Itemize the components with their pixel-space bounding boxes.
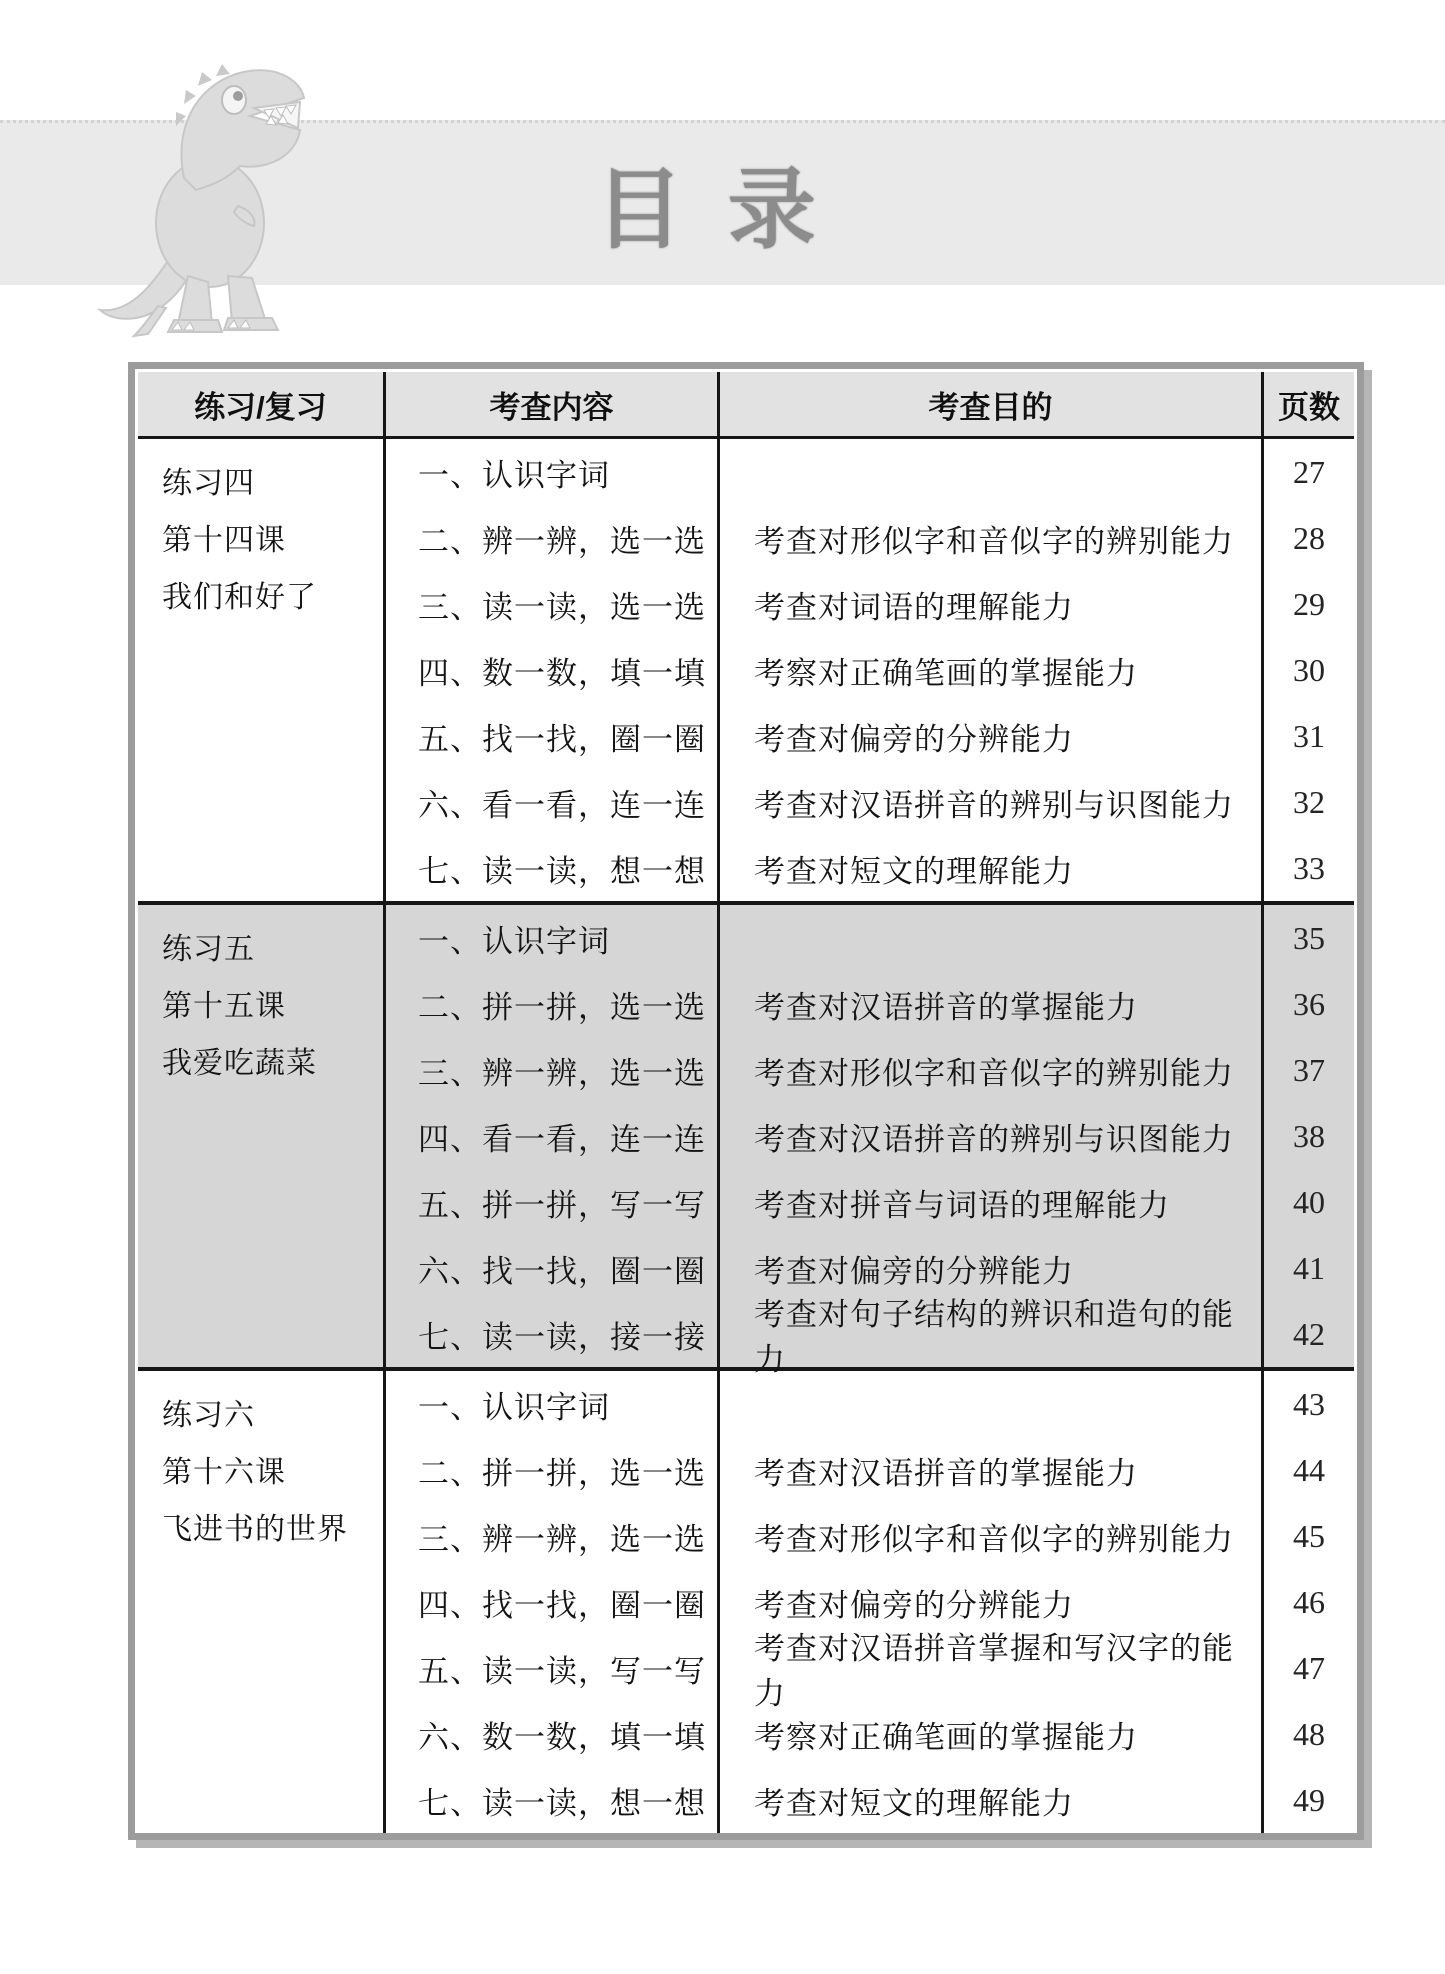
toc-item-purpose: 考查对汉语拼音的掌握能力 — [717, 971, 1261, 1037]
column-header-purpose: 考查目的 — [717, 372, 1261, 436]
toc-item-content: 四、看一看，连一连 — [383, 1103, 717, 1169]
toc-item-content: 四、数一数，填一填 — [383, 637, 717, 703]
toc-item-page: 32 — [1261, 769, 1354, 835]
toc-item-purpose: 考查对汉语拼音的辨别与识图能力 — [717, 769, 1261, 835]
toc-item-purpose: 考察对正确笔画的掌握能力 — [717, 1701, 1261, 1767]
toc-item-purpose: 考查对汉语拼音掌握和写汉字的能力 — [717, 1635, 1261, 1701]
toc-item-content: 六、数一数，填一填 — [383, 1701, 717, 1767]
toc-item-content: 三、读一读，选一选 — [383, 571, 717, 637]
toc-item-page: 42 — [1261, 1301, 1354, 1367]
toc-item-purpose: 考查对句子结构的辨识和造句的能力 — [717, 1301, 1261, 1367]
column-header-page: 页数 — [1261, 372, 1354, 436]
toc-item-page: 37 — [1261, 1037, 1354, 1103]
toc-item-purpose: 考查对形似字和音似字的辨别能力 — [717, 505, 1261, 571]
section-label-line: 我们和好了 — [162, 581, 317, 614]
toc-table-header-row — [138, 372, 1354, 439]
toc-item-page: 28 — [1261, 505, 1354, 571]
toc-item-purpose — [717, 439, 1261, 505]
toc-item-page: 47 — [1261, 1635, 1354, 1701]
toc-item-purpose — [717, 905, 1261, 971]
toc-item-content: 二、辨一辨，选一选 — [383, 505, 717, 571]
toc-item-page: 38 — [1261, 1103, 1354, 1169]
toc-item-content: 四、找一找，圈一圈 — [383, 1569, 717, 1635]
toc-item-purpose: 考查对汉语拼音的掌握能力 — [717, 1437, 1261, 1503]
toc-section-exercise-6 — [138, 1367, 1354, 1833]
toc-item-content: 五、拼一拼，写一写 — [383, 1169, 717, 1235]
toc-item-content: 七、读一读，想一想 — [383, 835, 717, 901]
toc-item-page: 49 — [1261, 1767, 1354, 1833]
section-label-line: 我爱吃蔬菜 — [162, 1047, 317, 1080]
toc-item-purpose: 考查对词语的理解能力 — [717, 571, 1261, 637]
toc-item-content: 六、看一看，连一连 — [383, 769, 717, 835]
toc-item-content: 七、读一读，想一想 — [383, 1767, 717, 1833]
toc-section-exercise-5 — [138, 901, 1354, 1377]
toc-item-content: 六、找一找，圈一圈 — [383, 1235, 717, 1301]
column-header-exercise: 练习/复习 — [194, 389, 327, 425]
toc-item-page: 30 — [1261, 637, 1354, 703]
toc-item-purpose: 考查对偏旁的分辨能力 — [717, 1235, 1261, 1301]
toc-item-page: 36 — [1261, 971, 1354, 1037]
toc-table — [128, 362, 1364, 1840]
section-label — [138, 439, 383, 901]
page-title: 目 录 — [595, 160, 826, 259]
toc-item-purpose: 考查对形似字和音似字的辨别能力 — [717, 1503, 1261, 1569]
toc-item-purpose: 考察对正确笔画的掌握能力 — [717, 637, 1261, 703]
toc-item-content: 三、辨一辨，选一选 — [383, 1037, 717, 1103]
toc-item-purpose: 考查对汉语拼音的辨别与识图能力 — [717, 1103, 1261, 1169]
toc-item-page: 43 — [1261, 1371, 1354, 1437]
toc-item-content: 一、认识字词 — [383, 439, 717, 505]
toc-item-content: 五、读一读，写一写 — [383, 1635, 717, 1701]
section-label-line: 练习五 — [162, 933, 255, 966]
toc-item-page: 31 — [1261, 703, 1354, 769]
toc-item-purpose: 考查对偏旁的分辨能力 — [717, 1569, 1261, 1635]
section-label-line: 练习六 — [162, 1399, 255, 1432]
toc-item-purpose: 考查对形似字和音似字的辨别能力 — [717, 1037, 1261, 1103]
section-label-line: 练习四 — [162, 467, 255, 500]
toc-item-purpose: 考查对短文的理解能力 — [717, 1767, 1261, 1833]
toc-item-page: 41 — [1261, 1235, 1354, 1301]
toc-item-page: 45 — [1261, 1503, 1354, 1569]
toc-item-page: 40 — [1261, 1169, 1354, 1235]
toc-section-exercise-4 — [138, 439, 1354, 901]
toc-item-content: 二、拼一拼，选一选 — [383, 971, 717, 1037]
toc-item-content: 二、拼一拼，选一选 — [383, 1437, 717, 1503]
toc-item-purpose: 考查对拼音与词语的理解能力 — [717, 1169, 1261, 1235]
section-label-line: 飞进书的世界 — [162, 1513, 348, 1546]
toc-item-purpose — [717, 1371, 1261, 1437]
toc-item-content: 一、认识字词 — [383, 905, 717, 971]
section-label-line: 第十四课 — [162, 524, 286, 557]
toc-item-content: 三、辨一辨，选一选 — [383, 1503, 717, 1569]
toc-item-page: 35 — [1261, 905, 1354, 971]
toc-item-page: 29 — [1261, 571, 1354, 637]
toc-item-content: 一、认识字词 — [383, 1371, 717, 1437]
toc-item-purpose: 考查对短文的理解能力 — [717, 835, 1261, 901]
toc-item-content: 五、找一找，圈一圈 — [383, 703, 717, 769]
toc-item-purpose: 考查对偏旁的分辨能力 — [717, 703, 1261, 769]
column-header-content: 考查内容 — [383, 372, 717, 436]
section-label-line: 第十五课 — [162, 990, 286, 1023]
toc-item-page: 44 — [1261, 1437, 1354, 1503]
toc-item-page: 46 — [1261, 1569, 1354, 1635]
toc-item-page: 27 — [1261, 439, 1354, 505]
toc-item-page: 48 — [1261, 1701, 1354, 1767]
toc-item-page: 33 — [1261, 835, 1354, 901]
toc-item-content: 七、读一读，接一接 — [383, 1301, 717, 1367]
section-label — [138, 905, 383, 1367]
section-label — [138, 1371, 383, 1833]
section-label-line: 第十六课 — [162, 1456, 286, 1489]
